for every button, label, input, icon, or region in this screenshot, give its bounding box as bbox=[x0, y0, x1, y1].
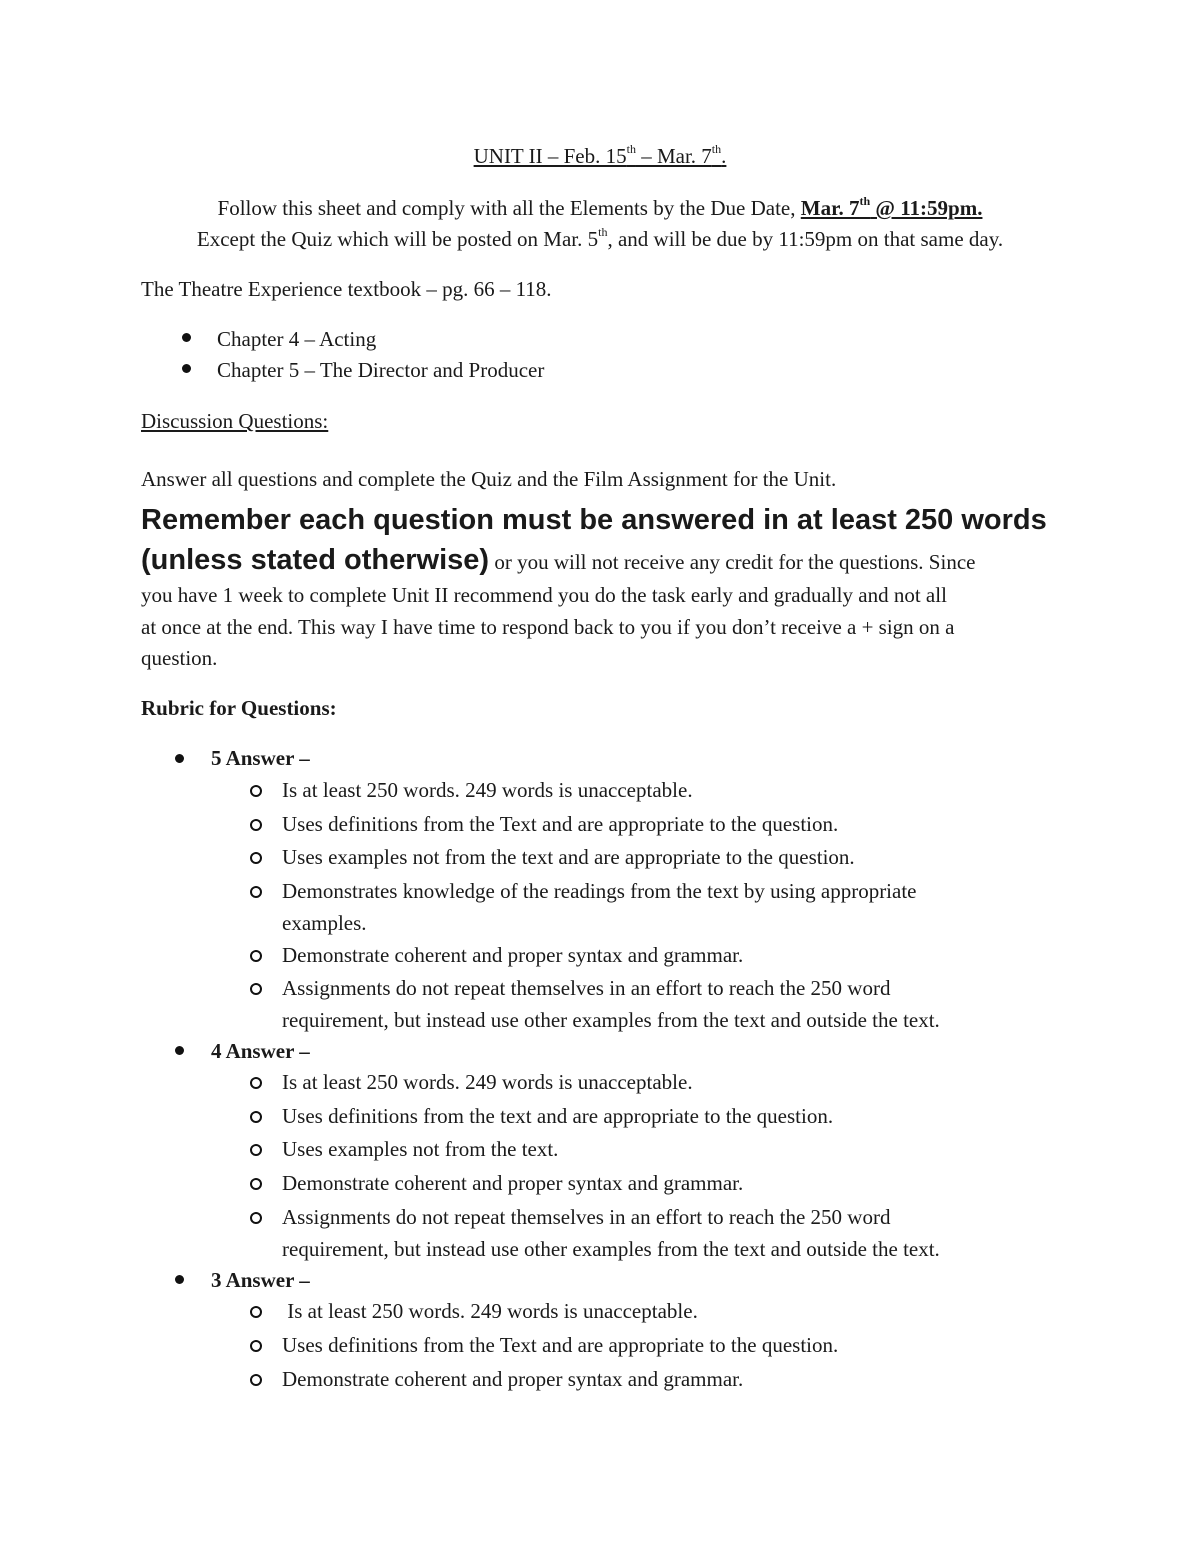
rubric-criterion: Demonstrate coherent and proper syntax and grammar. bbox=[282, 1171, 744, 1195]
rubric-criterion: Uses definitions from the text and are appropriate to the question. bbox=[282, 1104, 834, 1128]
bullet-dot-icon bbox=[175, 1046, 184, 1055]
quiz-exception: Except the Quiz which will be posted on Mar. 5th, and will be due by 11:59pm on that same day. bbox=[196, 225, 1004, 251]
paragraph-line: you have 1 week to complete Unit II recommend you do the task early and gradually and not all bbox=[141, 583, 947, 607]
bullet-ring-icon bbox=[250, 886, 262, 898]
bullet-ring-icon bbox=[250, 852, 262, 864]
due-date: Mar. 7th @ 11:59pm. bbox=[800, 194, 983, 220]
bullet-dot-icon bbox=[182, 364, 191, 373]
bullet-dot-icon bbox=[175, 1275, 184, 1284]
word-requirement-continued: (unless stated otherwise) or you will not receive any credit for the questions. Since bbox=[141, 544, 976, 576]
bullet-ring-icon bbox=[250, 1111, 262, 1123]
bullet-dot-icon bbox=[182, 333, 191, 342]
bullet-ring-icon bbox=[250, 785, 262, 797]
rubric-criterion: Demonstrate coherent and proper syntax and grammar. bbox=[282, 943, 744, 967]
textbook-reference: The Theatre Experience textbook – pg. 66 – 118. bbox=[141, 277, 552, 301]
discussion-instruction: Answer all questions and complete the Quiz and the Film Assignment for the Unit. bbox=[141, 467, 837, 491]
paragraph-line: question. bbox=[141, 646, 218, 670]
bullet-ring-icon bbox=[250, 1212, 262, 1224]
chapter-item: Chapter 4 – Acting bbox=[217, 327, 377, 351]
rubric-criterion: Uses examples not from the text and are appropriate to the question. bbox=[282, 845, 855, 869]
rubric-criterion: Is at least 250 words. 249 words is unacceptable. bbox=[282, 1299, 698, 1323]
bullet-ring-icon bbox=[250, 1340, 262, 1352]
bullet-ring-icon bbox=[250, 950, 262, 962]
rubric-criterion: Uses definitions from the Text and are appropriate to the question. bbox=[282, 812, 839, 836]
bullet-ring-icon bbox=[250, 819, 262, 831]
rubric-criterion: Demonstrate coherent and proper syntax and grammar. bbox=[282, 1367, 744, 1391]
chapter-item: Chapter 5 – The Director and Producer bbox=[217, 358, 545, 382]
rubric-criterion-continued: requirement, but instead use other examples from the text and outside the text. bbox=[282, 1008, 940, 1032]
rubric-criterion-continued: requirement, but instead use other examples from the text and outside the text. bbox=[282, 1237, 940, 1261]
rubric-level-label: 3 Answer – bbox=[211, 1268, 310, 1292]
discussion-heading: Discussion Questions: bbox=[141, 409, 329, 433]
rubric-criterion: Uses definitions from the Text and are appropriate to the question. bbox=[282, 1333, 839, 1357]
due-date-instruction: Follow this sheet and comply with all the Elements by the Due Date, Mar. 7th @ 11:59pm. bbox=[217, 194, 983, 220]
rubric-criterion: Demonstrates knowledge of the readings from the text by using appropriate bbox=[282, 879, 917, 903]
bullet-ring-icon bbox=[250, 1178, 262, 1190]
bullet-ring-icon bbox=[250, 1374, 262, 1386]
rubric-criterion: Assignments do not repeat themselves in an effort to reach the 250 word bbox=[282, 976, 891, 1000]
bullet-ring-icon bbox=[250, 1144, 262, 1156]
word-requirement-notice: Remember each question must be answered in at least 250 words bbox=[141, 504, 1047, 536]
rubric-criterion: Is at least 250 words. 249 words is unacceptable. bbox=[282, 778, 693, 802]
rubric-criterion: Assignments do not repeat themselves in an effort to reach the 250 word bbox=[282, 1205, 891, 1229]
paragraph-line: at once at the end. This way I have time to respond back to you if you don’t receive a + sign on a bbox=[141, 615, 955, 639]
bullet-dot-icon bbox=[175, 754, 184, 763]
rubric-level-label: 4 Answer – bbox=[211, 1039, 310, 1063]
page-title: UNIT II – Feb. 15th – Mar. 7th. bbox=[473, 142, 727, 168]
rubric-criterion-continued: examples. bbox=[282, 911, 367, 935]
rubric-criterion: Uses examples not from the text. bbox=[282, 1137, 559, 1161]
rubric-level-label: 5 Answer – bbox=[211, 746, 310, 770]
rubric-criterion: Is at least 250 words. 249 words is unacceptable. bbox=[282, 1070, 693, 1094]
bullet-ring-icon bbox=[250, 1306, 262, 1318]
bullet-ring-icon bbox=[250, 983, 262, 995]
bullet-ring-icon bbox=[250, 1077, 262, 1089]
rubric-heading: Rubric for Questions: bbox=[141, 696, 337, 720]
